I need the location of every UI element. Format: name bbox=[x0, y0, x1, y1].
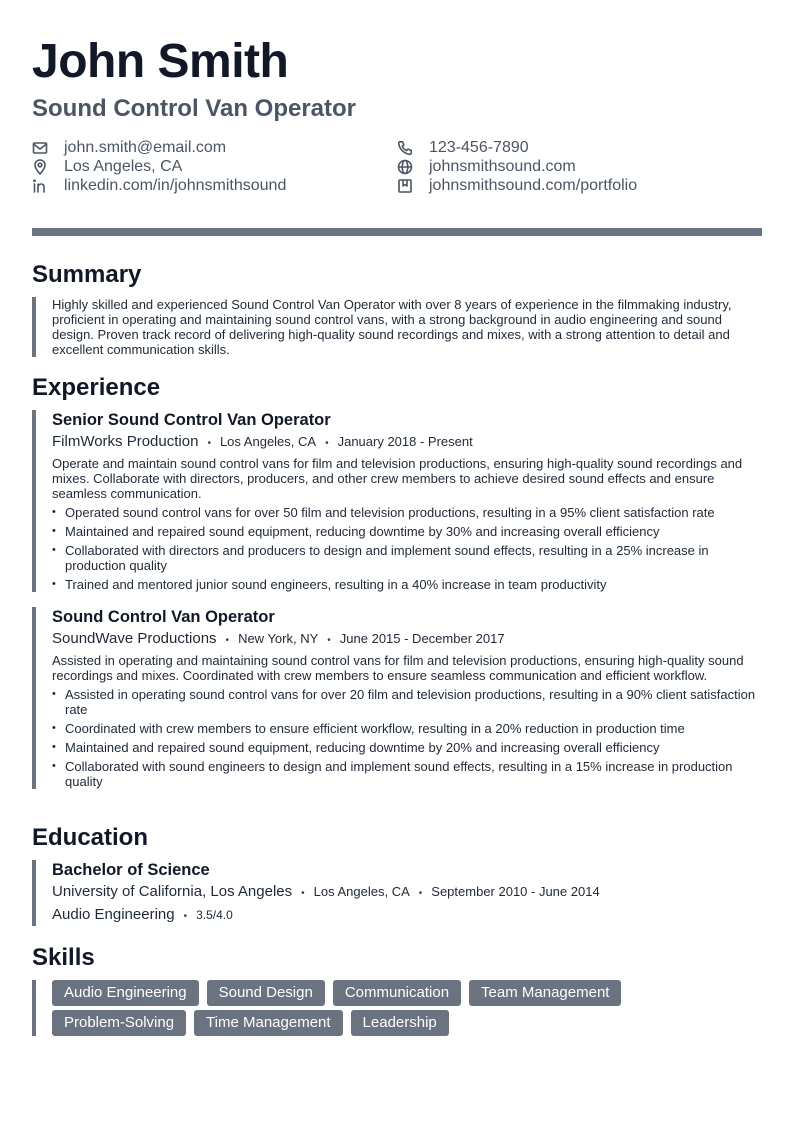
job-location: New York, NY bbox=[238, 631, 319, 646]
skill-tag: Leadership bbox=[351, 1010, 449, 1036]
contact-portfolio[interactable] bbox=[397, 176, 637, 195]
skill-tag: Team Management bbox=[469, 980, 621, 1006]
education-heading: Education bbox=[32, 824, 149, 851]
skills-heading: Skills bbox=[32, 944, 95, 971]
job-title: Sound Control Van Operator bbox=[52, 608, 275, 626]
job-company: SoundWave Productions bbox=[52, 630, 217, 647]
field-of-study: Audio Engineering bbox=[52, 906, 175, 923]
skill-tag: Communication bbox=[333, 980, 461, 1006]
job-achievements bbox=[52, 687, 762, 789]
experience-entry bbox=[32, 607, 762, 789]
education-dates: September 2010 - June 2014 bbox=[431, 884, 600, 899]
phone-icon bbox=[397, 140, 413, 156]
separator-dot: • bbox=[207, 438, 211, 449]
separator-dot: • bbox=[183, 911, 188, 922]
achievement-item: • Maintained and repaired sound equipment, reducing downtime by 20% and increasing overall efficiency bbox=[52, 740, 762, 755]
achievement-item: • Operated sound control vans for over 50 film and television productions, resulting in a 95% client satisfaction rate bbox=[52, 505, 762, 520]
job-dates: June 2015 - December 2017 bbox=[339, 631, 505, 646]
contact-phone[interactable] bbox=[397, 138, 529, 157]
achievement-item: • Collaborated with sound engineers to design and implement sound effects, resulting in a 15% increase in production quality bbox=[52, 759, 762, 789]
job-dates: January 2018 - Present bbox=[337, 434, 473, 449]
experience-entry bbox=[32, 410, 762, 592]
separator-dot: • bbox=[327, 635, 331, 646]
job-description: Assisted in operating and maintaining sound control vans for film and television productions, ensuring high-quality sound recordings and mixes. Coordinated with crew members to ensure seamless communication and efficient workflow. bbox=[52, 653, 744, 683]
location-text: Los Angeles, CA bbox=[64, 157, 183, 175]
achievement-item: • Collaborated with directors and producers to design and implement sound effects, resulting in a 25% increase in production quality bbox=[52, 543, 762, 573]
candidate-name: John Smith bbox=[32, 35, 289, 88]
job-meta bbox=[52, 630, 762, 650]
phone-text: 123-456-7890 bbox=[429, 138, 529, 156]
achievement-item: • Maintained and repaired sound equipment, reducing downtime by 30% and increasing overall efficiency bbox=[52, 524, 762, 539]
achievement-item: • Coordinated with crew members to ensure efficient workflow, resulting in a 20% reduction in production time bbox=[52, 721, 762, 736]
job-company: FilmWorks Production bbox=[52, 433, 199, 450]
skills-block bbox=[32, 980, 762, 1036]
education-details bbox=[52, 906, 762, 926]
contact-email[interactable] bbox=[32, 138, 226, 157]
separator-dot: • bbox=[418, 888, 423, 899]
linkedin-icon bbox=[32, 178, 48, 194]
map-pin-icon bbox=[32, 159, 48, 175]
gpa-value: 3.5/4.0 bbox=[196, 908, 233, 922]
skill-tag: Problem-Solving bbox=[52, 1010, 186, 1036]
contact-website[interactable] bbox=[397, 157, 576, 176]
portfolio-text: johnsmithsound.com/portfolio bbox=[429, 176, 638, 194]
website-text: johnsmithsound.com bbox=[429, 157, 576, 175]
school-name: University of California, Los Angeles bbox=[52, 883, 293, 900]
skill-tag: Sound Design bbox=[207, 980, 325, 1006]
separator-dot: • bbox=[301, 888, 305, 899]
separator-dot: • bbox=[325, 438, 329, 449]
skill-tag: Audio Engineering bbox=[52, 980, 199, 1006]
summary-text: Highly skilled and experienced Sound Control Van Operator with over 8 years of experience in the filmmaking industry, proficient in operating and maintaining sound control vans, with a strong background in audio engineering and sound design. Proven track record of delivering high-quality sound recordings and mixes, with a strong attention to detail and excellent communication skills. bbox=[52, 297, 732, 357]
skills-list bbox=[52, 980, 762, 1036]
contact-linkedin[interactable] bbox=[32, 176, 286, 195]
education-entry bbox=[32, 860, 762, 926]
header-divider bbox=[32, 228, 762, 236]
job-meta bbox=[52, 433, 762, 453]
job-title: Senior Sound Control Van Operator bbox=[52, 411, 331, 429]
experience-heading: Experience bbox=[32, 374, 161, 401]
email-text: john.smith@email.com bbox=[64, 138, 227, 156]
job-achievements bbox=[52, 505, 762, 592]
linkedin-text: linkedin.com/in/johnsmithsound bbox=[64, 176, 287, 194]
degree-title: Bachelor of Science bbox=[52, 861, 210, 879]
separator-dot: • bbox=[225, 635, 230, 646]
achievement-item: • Assisted in operating sound control vans for over 20 film and television productions, resulting in a 90% client satisfaction rate bbox=[52, 687, 762, 717]
contact-location bbox=[32, 157, 182, 176]
achievement-item: • Trained and mentored junior sound engineers, resulting in a 40% increase in team productivity bbox=[52, 577, 762, 592]
mail-icon bbox=[32, 140, 48, 156]
candidate-role: Sound Control Van Operator bbox=[32, 95, 357, 122]
education-meta bbox=[52, 883, 762, 903]
job-description: Operate and maintain sound control vans for film and television productions, ensuring high-quality sound recordings and mixes. Collaborate with directors, producers, and other crew members to achieve desired sound effects and ensure seamless communication. bbox=[52, 456, 743, 501]
job-location: Los Angeles, CA bbox=[219, 434, 317, 449]
skill-tag: Time Management bbox=[194, 1010, 343, 1036]
summary-heading: Summary bbox=[32, 261, 142, 288]
school-location: Los Angeles, CA bbox=[313, 884, 410, 899]
bookmark-icon bbox=[397, 178, 413, 194]
summary-block bbox=[32, 297, 762, 357]
globe-icon bbox=[397, 159, 413, 175]
